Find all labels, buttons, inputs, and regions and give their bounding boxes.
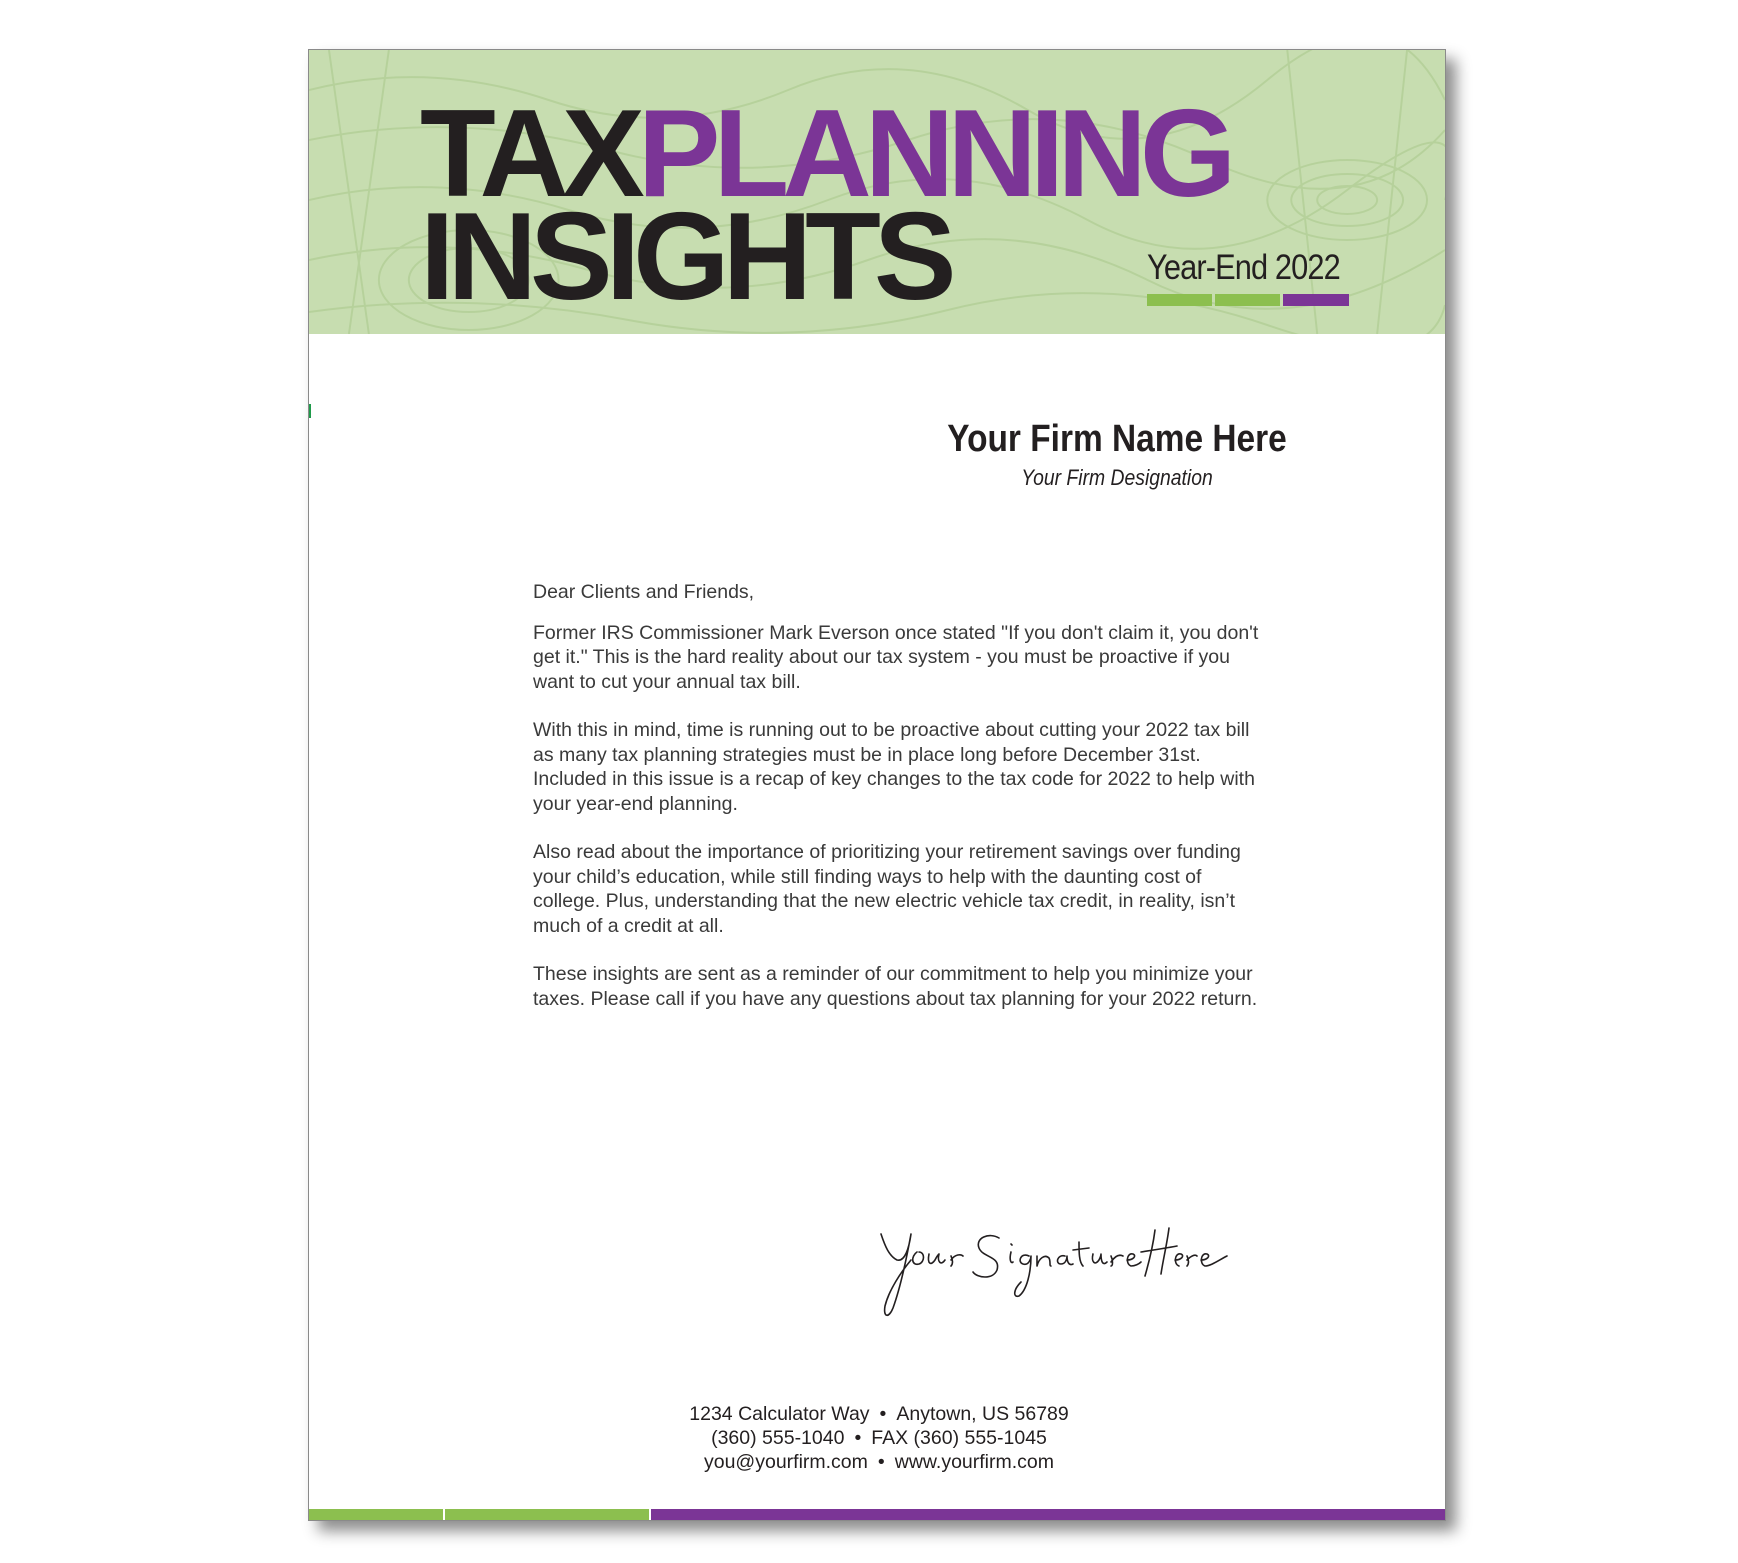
edition-label: Year-End 2022 bbox=[1147, 248, 1340, 287]
contact-city: Anytown, US 56789 bbox=[896, 1403, 1069, 1425]
letter-body bbox=[533, 580, 1273, 1035]
accent-bar-green bbox=[309, 1509, 443, 1520]
contact-line-web bbox=[569, 1450, 1189, 1474]
contact-street: 1234 Calculator Way bbox=[689, 1403, 870, 1425]
letter-paragraph: These insights are sent as a reminder of our commitment to help you minimize your taxes. Please call if you have any questions about tax planning for your 2022 return. bbox=[533, 963, 1258, 1010]
masthead-title bbox=[420, 85, 1230, 326]
contact-email: you@yourfirm.com bbox=[703, 1451, 868, 1473]
newsletter-page bbox=[308, 49, 1446, 1521]
edition-accent-bars bbox=[1147, 294, 1349, 306]
contact-phone: (360) 555-1040 bbox=[711, 1427, 845, 1449]
contact-fax: FAX (360) 555-1045 bbox=[871, 1427, 1047, 1449]
masthead-word-insights: INSIGHTS bbox=[420, 188, 950, 326]
letter-paragraph: Also read about the importance of prioritizing your retirement savings over funding your child’s education, while still finding ways to help with the daunting cost of college. Plus, understanding that the new electric vehicle tax credit, in reality, isn’t much of a credit at all. bbox=[533, 841, 1241, 937]
letter-paragraph: Former IRS Commissioner Mark Everson once stated "If you don't claim it, you don't get it." This is the hard reality about our tax system - you must be proactive if you want to cut your annual tax bill. bbox=[533, 621, 1259, 693]
masthead-banner bbox=[309, 50, 1445, 334]
margin-mark bbox=[309, 404, 311, 418]
letter-salutation: Dear Clients and Friends, bbox=[533, 581, 755, 603]
bullet-separator: • bbox=[877, 1451, 885, 1473]
contact-line-phone bbox=[569, 1426, 1189, 1450]
accent-bar-purple bbox=[1283, 294, 1349, 306]
accent-bar-green bbox=[445, 1509, 649, 1520]
accent-bar-purple bbox=[651, 1509, 1445, 1520]
accent-bar-green bbox=[1147, 294, 1212, 306]
bullet-separator: • bbox=[879, 1403, 887, 1425]
contact-info bbox=[569, 1402, 1189, 1474]
masthead-word-tax: TAX bbox=[420, 85, 638, 223]
handwritten-signature bbox=[871, 1216, 1231, 1326]
contact-website: www.yourfirm.com bbox=[894, 1451, 1055, 1473]
contact-line-address bbox=[569, 1402, 1189, 1426]
letter-paragraph: With this in mind, time is running out to be proactive about cutting your 2022 tax bill as many tax planning strategies must be in place long before December 31st. Included in this issue is a recap of key changes to the tax code for 2022 to help with your year-end planning. bbox=[533, 719, 1255, 815]
masthead-word-planning: PLANNING bbox=[637, 85, 1230, 223]
footer-accent-bars bbox=[309, 1509, 1445, 1520]
firm-designation: Your Firm Designation bbox=[1021, 465, 1213, 490]
firm-name: Your Firm Name Here bbox=[947, 418, 1287, 460]
accent-bar-green bbox=[1215, 294, 1280, 306]
bullet-separator: • bbox=[854, 1427, 862, 1449]
